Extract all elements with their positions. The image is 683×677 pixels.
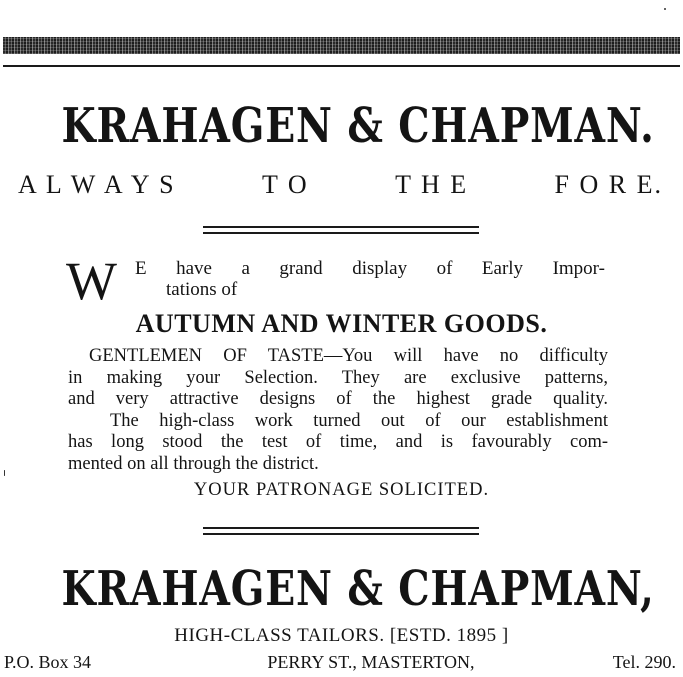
tagline-word: F O R E. (554, 170, 663, 199)
tailors-line: HIGH-CLASS TAILORS. [ESTD. 1895 ] (174, 625, 509, 646)
body-line: GENTLEMEN OF TASTE—You will have no difficulty (89, 346, 608, 366)
intro-word: a (241, 258, 250, 279)
patronage-line: YOUR PATRONAGE SOLICITED. (193, 480, 490, 500)
body-copy (68, 346, 608, 475)
telephone: Tel. 290. (612, 652, 676, 672)
address: PERRY ST., MASTERTON, (267, 652, 475, 672)
body-line: has long stood the test of time, and is favourably com- (68, 432, 608, 452)
intro-paragraph (130, 258, 605, 300)
double-rule-divider (203, 226, 479, 238)
intro-word: E (135, 258, 147, 279)
body-line: mented on all through the district. (68, 453, 319, 474)
intro-word: Impor- (552, 258, 605, 279)
headline-top: KRAHAGEN & CHAPMAN. (61, 98, 655, 154)
intro-word: Early (481, 258, 524, 279)
print-speck (664, 8, 666, 10)
body-line: and very attractive designs of the highest grade quality. (68, 389, 608, 409)
intro-word: of (436, 258, 453, 279)
po-box: P.O. Box 34 (4, 652, 92, 672)
intro-word: have (176, 258, 212, 279)
double-rule-divider (203, 527, 479, 539)
intro-word: display (352, 258, 408, 279)
tagline (18, 170, 663, 200)
drop-cap: W (66, 251, 117, 311)
goods-heading: AUTUMN AND WINTER GOODS. (135, 309, 548, 338)
tagline-word: T O (261, 170, 309, 199)
body-line: in making your Selection. They are exclusive patterns, (68, 367, 608, 388)
intro-line-2: tations of (166, 279, 238, 300)
tagline-word: A L W A Y S (18, 170, 176, 199)
headline-bottom: KRAHAGEN & CHAPMAN, (61, 561, 655, 617)
footer-contact (4, 651, 676, 673)
top-rule (3, 65, 680, 67)
body-line: The high-class work turned out of our establishment (110, 410, 608, 431)
tagline-word: T H E (395, 170, 469, 199)
top-decorative-border (3, 37, 680, 54)
print-speck (4, 470, 5, 476)
intro-word: grand (279, 258, 323, 279)
